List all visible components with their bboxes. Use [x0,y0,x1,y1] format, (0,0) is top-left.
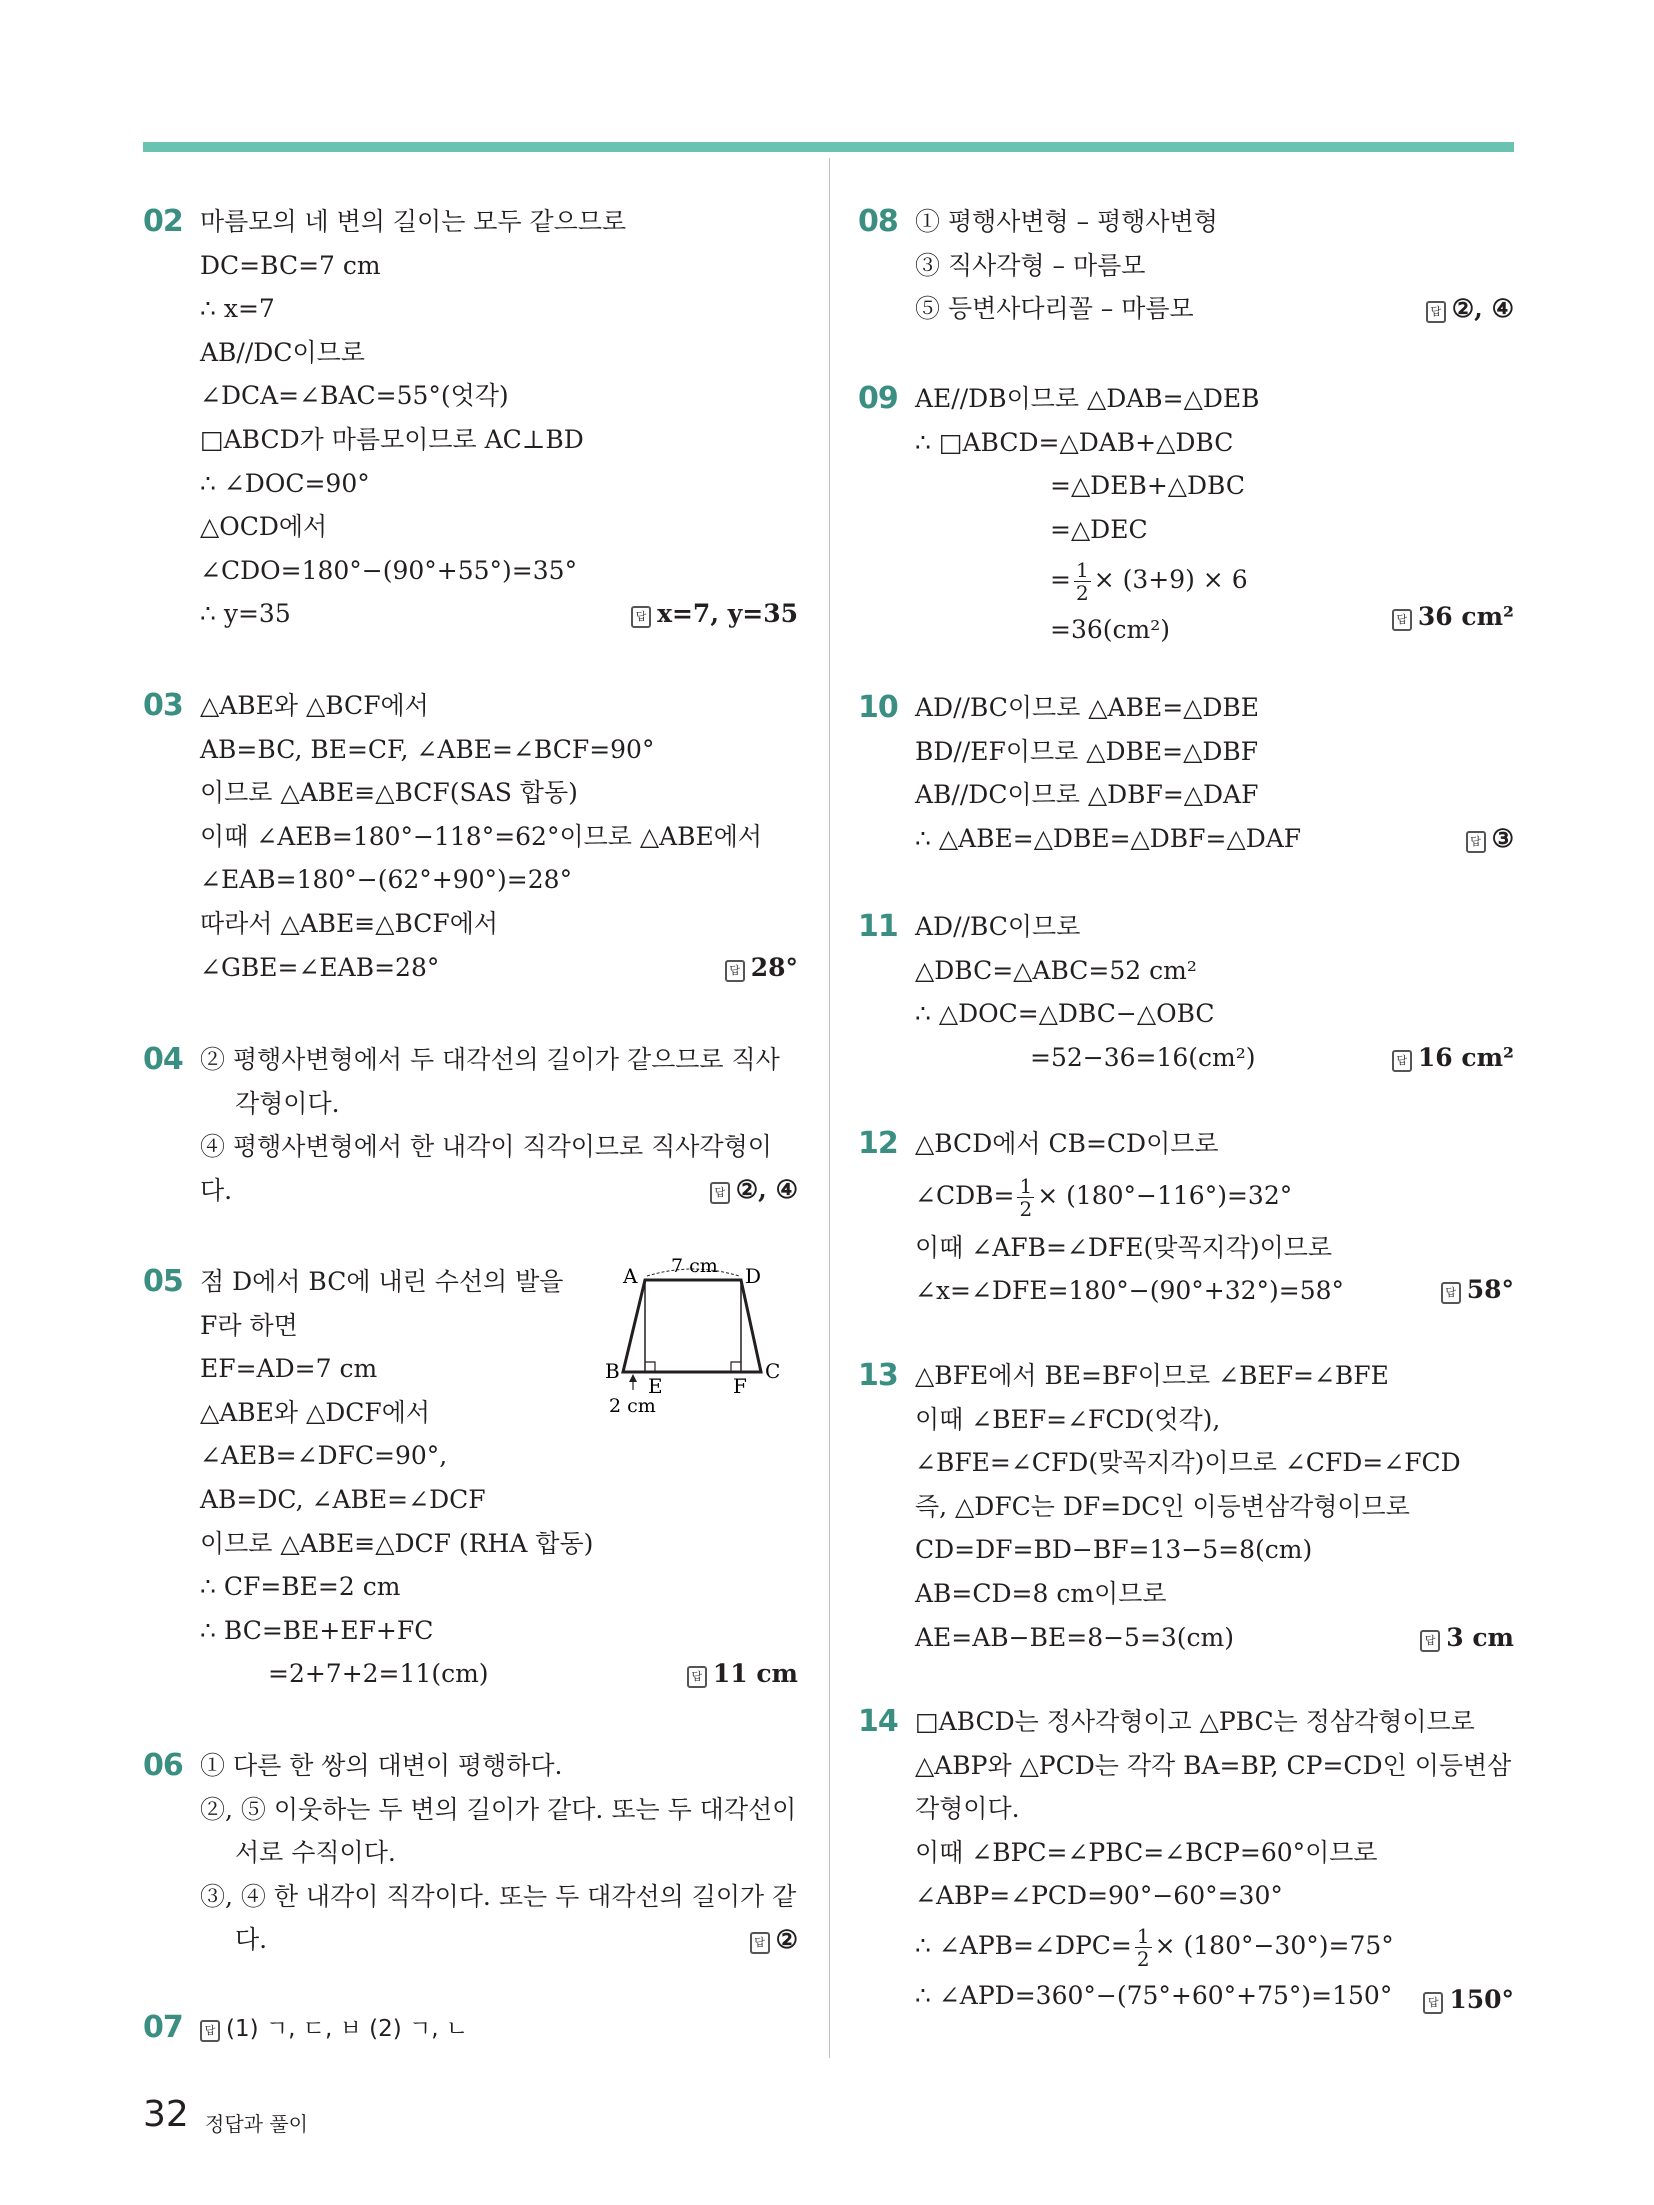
solution-line: □ABCD가 마름모이므로 AC⊥BD [200,424,584,454]
answer-text: 150° [1449,1985,1514,2015]
answer [1420,1616,1514,1660]
solution-line: = $\frac{1}{2}$ × (3+9) × 6 [1050,558,1248,606]
solution-line: ∴ ∠DOC=90° [200,468,370,498]
vertex-d: D [745,1264,762,1288]
problem-10 [858,686,1514,861]
vertex-c: C [765,1359,781,1383]
solution-line: ① 평행사변형 – 평행사변형 [915,207,1218,236]
answer-text: 11 cm [712,1659,798,1689]
expression-rest: × (180°−30°)=75° [1154,1930,1394,1960]
fraction [1135,1925,1152,1970]
solution-line: AB//DC이므로 △DBF=△DAF [915,780,1259,810]
solution-line: =2+7+2=11(cm) [268,1659,489,1689]
solution-line: 이때 ∠BEF=∠FCD(엇각), [915,1404,1221,1434]
dim-label-top: 7 cm [671,1255,718,1277]
left-column [143,200,798,2050]
problem-number: 14 [858,1704,898,1739]
solution-line: =△DEB+△DBC [1050,471,1246,501]
solution-line [915,1166,1514,1226]
answer-mark-icon: 답 [1392,1050,1412,1072]
solution-line: AD//BC이므로 [915,912,1081,941]
answer-mark-icon: 답 [1441,1282,1461,1304]
solution-line: 즉, △DFC는 DF=DC인 이등변삼각형이므로 [915,1491,1410,1521]
solution-line: ⑤ 등변사다리꼴 – 마름모 [915,294,1194,324]
solution-line: ∴ △ABE=△DBE=△DBF=△DAF [915,823,1302,853]
solution-line: CD=DF=BD−BF=13−5=8(cm) [915,1535,1313,1565]
page-number: 32 [143,2094,189,2135]
solution-line: AE=AB−BE=8−5=3(cm) [915,1622,1235,1652]
solution-line: ③ 직사각형 – 마름모 [915,250,1146,280]
solution-line: 따라서 △ABE≡△BCF에서 [200,908,499,938]
trapezoid-figure [593,1250,798,1430]
fraction-denominator: 2 [1136,1946,1150,1971]
solution-line: AB=CD=8 cm이므로 [915,1578,1167,1608]
solution-line: △ABE와 △DCF에서 [200,1397,431,1427]
solution-line: △ABP와 △PCD는 각각 BA=BP, CP=CD인 이등변삼각형이다. [915,1750,1512,1824]
answer [1423,1978,1514,2022]
answer-text: (1) ㄱ, ㄷ, ㅂ (2) ㄱ, ㄴ [226,2016,469,2042]
problem-number: 11 [858,909,898,944]
fraction-numerator: 1 [1075,558,1089,583]
answer-mark-icon: 답 [1423,1992,1443,2014]
problem-03 [143,684,798,990]
solution-line: =△DEC [1050,514,1148,544]
solution-line: ∠ABP=∠PCD=90°−60°=30° [915,1881,1283,1911]
fraction-denominator: 2 [1019,1196,1033,1221]
solution-line: ∴ △DOC=△DBC−△OBC [915,999,1215,1029]
problem-11 [858,905,1514,1080]
solution-line: ∴ y=35 [200,599,291,629]
solution-line: AB=BC, BE=CF, ∠ABE=∠BCF=90° [200,734,655,764]
answer [631,592,798,636]
solution-line: ∠x=∠DFE=180°−(90°+32°)=58° [915,1276,1345,1306]
problem-02 [143,200,798,636]
answer-text: ②, ④ [1451,294,1514,324]
solution-line: 마름모의 네 변의 길이는 모두 같으므로 [200,207,627,236]
solution-line: 점 D에서 BC에 내린 수선의 발을 [200,1267,564,1296]
answer-text: 58° [1466,1275,1514,1305]
solution-line: 이때 ∠AEB=180°−118°=62°이므로 △ABE에서 [200,821,763,851]
problem-number: 12 [858,1126,898,1161]
answer [750,1918,798,1962]
answer [1466,817,1514,861]
answer-mark-icon: 답 [750,1932,770,1954]
answer [1392,595,1514,639]
solution-line: ③, ④ 한 내각이 직각이다. 또는 두 대각선의 길이가 같다. [200,1881,797,1955]
expression-rest: × (180°−116°)=32° [1037,1180,1293,1210]
problem-number: 07 [143,2010,183,2045]
solution-line: □ABCD는 정사각형이고 △PBC는 정삼각형이므로 [915,1707,1475,1736]
problem-number: 05 [143,1264,183,1299]
solution-line: ② 평행사변형에서 두 대각선의 길이가 같으므로 직사각형이다. [200,1045,780,1118]
solution-line: ∴ ∠APD=360°−(75°+60°+75°)=150° [915,1980,1393,2010]
problem-06 [143,1744,798,1962]
solution-line: =52−36=16(cm²) [1030,1042,1256,1072]
dim-arrowhead [629,1374,637,1382]
vertex-a: A [623,1264,638,1288]
solution-line: ④ 평행사변형에서 한 내각이 직각이므로 직사각형이다. [200,1132,772,1205]
fraction-denominator: 2 [1075,581,1089,606]
answer [725,946,798,990]
answer-mark-icon: 답 [200,2020,220,2042]
answer-mark-icon: 답 [1426,301,1446,323]
fraction [1074,559,1091,604]
solution-line: 이때 ∠AFB=∠DFE(맞꼭지각)이므로 [915,1232,1333,1262]
column-divider [829,158,830,2058]
expression-lhs: ∠CDB= [915,1180,1015,1210]
solution-line: F라 하면 [200,1310,298,1340]
problem-number: 09 [858,381,898,416]
solution-line: ∠EAB=180°−(62°+90°)=28° [200,865,573,895]
solution-line: ②, ⑤ 이웃하는 두 변의 길이가 같다. 또는 두 대각선이 서로 수직이다. [200,1794,797,1868]
solution-line: AE//DB이므로 △DAB=△DEB [915,384,1260,413]
answer-text: 28° [750,953,798,983]
problem-number: 02 [143,204,183,239]
solution-line: ∴ □ABCD=△DAB+△DBC [915,427,1234,457]
solution-line: AB=DC, ∠ABE=∠DCF [200,1484,486,1514]
problem-14 [858,1700,1514,2022]
right-column [858,200,1514,2022]
solution-line [915,1918,1514,1974]
solution-line: =36(cm²) [1050,615,1170,645]
problem-number: 06 [143,1748,183,1783]
vertex-f: F [733,1374,747,1398]
problem-05 [143,1255,798,1696]
problem-04 [143,1038,798,1212]
answer-text: 16 cm² [1417,1043,1514,1073]
solution-line: 이므로 △ABE≡△BCF(SAS 합동) [200,778,578,808]
answer [687,1652,798,1696]
problem-number: 13 [858,1358,898,1393]
solution-line: △OCD에서 [200,512,328,542]
answer [200,2006,798,2052]
solution-line: DC=BC=7 cm [200,250,381,280]
fraction [1017,1175,1034,1220]
solution-line: BD//EF이므로 △DBE=△DBF [915,736,1259,766]
problem-07 [143,2006,798,2050]
answer [710,1168,798,1212]
solution-line: △ABE와 △BCF에서 [200,691,429,720]
solution-line: ∴ x=7 [200,294,275,324]
answer-mark-icon: 답 [1392,609,1412,631]
answer-text: ③ [1491,824,1514,854]
solution-line: ∠BFE=∠CFD(맞꼭지각)이므로 ∠CFD=∠FCD [915,1448,1461,1478]
answer-mark-icon: 답 [631,606,651,628]
solution-line: △DBC=△ABC=52 cm² [915,955,1197,985]
solution-line: 이때 ∠BPC=∠PBC=∠BCP=60°이므로 [915,1837,1378,1867]
answer-text: 3 cm [1446,1623,1514,1653]
expression-lhs: ∴ ∠APB=∠DPC= [915,1930,1132,1960]
problem-number: 03 [143,688,183,723]
solution-line: ∠AEB=∠DFC=90°, [200,1441,448,1471]
expression-rest: × (3+9) × 6 [1093,565,1248,595]
solution-line: ∴ BC=BE+EF+FC [200,1615,434,1645]
top-accent-bar [143,142,1514,152]
solution-line: 이므로 △ABE≡△DCF (RHA 합동) [200,1528,594,1558]
solution-line: △BCD에서 CB=CD이므로 [915,1129,1219,1158]
solution-line: EF=AD=7 cm [200,1354,378,1384]
problem-09 [858,377,1514,645]
answer-text: ②, ④ [735,1175,798,1205]
answer-mark-icon: 답 [710,1182,730,1204]
problem-12 [858,1122,1514,1312]
answer-mark-icon: 답 [1420,1630,1440,1652]
answer-mark-icon: 답 [1466,831,1486,853]
answer [1392,1036,1514,1080]
solution-line: AD//BC이므로 △ABE=△DBE [915,693,1260,722]
answer-text: x=7, y=35 [657,599,798,629]
vertex-b: B [605,1359,620,1383]
problem-13 [858,1354,1514,1660]
solution-line: AB//DC이므로 [200,337,365,367]
solution-line: ① 다른 한 쌍의 대변이 평행하다. [200,1751,563,1780]
answer [1441,1268,1514,1312]
answer [1426,287,1514,331]
problem-08 [858,200,1514,331]
answer-mark-icon: 답 [725,960,745,982]
solution-line: ∠GBE=∠EAB=28° [200,952,440,982]
problem-number: 04 [143,1042,183,1077]
solution-line: ∴ CF=BE=2 cm [200,1572,401,1602]
answer-text: 36 cm² [1417,602,1514,632]
dim-label-bottom: 2 cm [609,1395,656,1417]
solution-line: △BFE에서 BE=BF이므로 ∠BEF=∠BFE [915,1361,1389,1390]
footer-label: 정답과 풀이 [205,2112,308,2136]
answer-mark-icon: 답 [687,1666,707,1688]
solution-line: ∠CDO=180°−(90°+55°)=35° [200,555,578,585]
problem-number: 08 [858,204,898,239]
vertex-e: E [648,1374,663,1398]
solution-line: ∠DCA=∠BAC=55°(엇각) [200,381,509,411]
problem-number: 10 [858,690,898,725]
answer-text: ② [775,1925,798,1955]
fraction-numerator: 1 [1019,1173,1033,1198]
fraction-numerator: 1 [1136,1923,1150,1948]
